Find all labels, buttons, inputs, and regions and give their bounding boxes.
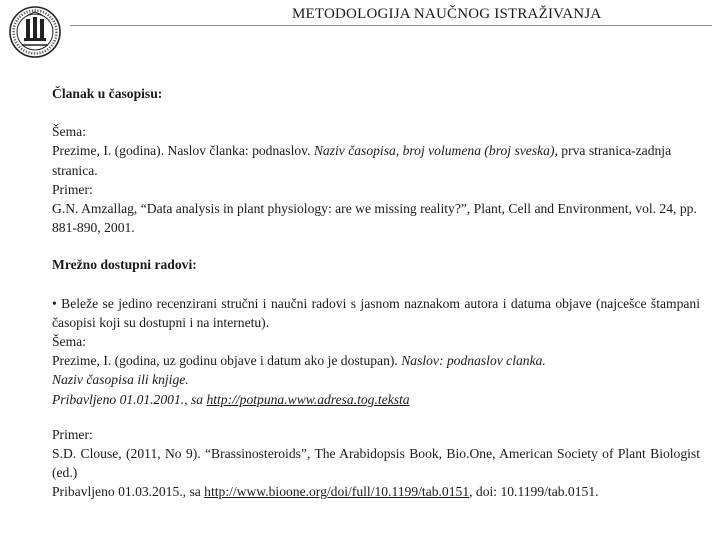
university-seal-icon bbox=[6, 5, 64, 59]
online-example-retrieved bbox=[52, 482, 700, 501]
header-divider bbox=[70, 25, 712, 26]
journal-example-label: Primer: bbox=[52, 181, 93, 197]
journal-heading: Članak u časopisu: bbox=[52, 86, 163, 101]
slide-body bbox=[52, 84, 700, 502]
online-heading: Mrežno dostupni radovi: bbox=[52, 257, 197, 273]
journal-example-text: G.N. Amzallag, “Data analysis in plant physiology: are we missing reality?”, Plant, Cell and Environment, vol. 24, pp. 881-890, 2001. bbox=[52, 201, 697, 236]
online-schema-line2 bbox=[52, 370, 700, 389]
online-schema-italic1: Naslov: podnaslov clanka. bbox=[401, 353, 546, 369]
journal-schema-label: Šema: bbox=[52, 124, 86, 140]
online-example-label: Primer: bbox=[52, 426, 93, 442]
journal-schema bbox=[52, 141, 700, 179]
schema-link[interactable]: http://potpuna.www.adresa.tog.teksta bbox=[206, 391, 410, 407]
journal-schema-plain: Prezime, I. (godina). Naslov članka: podnaslov. bbox=[52, 143, 314, 159]
online-schema-italic3-prefix: Pribavljeno 01.01.2001., sa bbox=[52, 391, 207, 407]
online-example-retrieved-prefix: Pribavljeno 01.03.2015., sa bbox=[52, 484, 205, 500]
online-bullet: • Beleže se jedino recenzirani stručni i naučni radovi s jasnom naznakom autora i datuma objave (najcešce štampani časopisi koji su dostupni i na internetu). bbox=[52, 295, 700, 330]
journal-schema-tail: prva stranica-zadnja stranica. bbox=[52, 143, 672, 178]
online-example-doi: , doi: 10.1199/tab.0151. bbox=[469, 484, 599, 500]
online-schema-plain: Prezime, I. (godina, uz godinu objave i datum ako je dostupan). bbox=[52, 353, 402, 369]
online-schema bbox=[52, 351, 700, 370]
online-schema-label: Šema: bbox=[52, 334, 86, 350]
online-schema-line3 bbox=[52, 390, 700, 409]
online-schema-italic2: Naziv časopisa ili knjige. bbox=[52, 372, 189, 388]
page-title: METODOLOGIJA NAUČNOG ISTRAŽIVANJA bbox=[292, 6, 602, 22]
example-link[interactable]: http://www.bioone.org/doi/full/10.1199/tab.0151 bbox=[204, 484, 470, 500]
online-example-text: S.D. Clouse, (2011, No 9). “Brassinosteroids”, The Arabidopsis Book, Bio.One, American Society of Plant Biologist (ed.) bbox=[52, 446, 700, 481]
journal-schema-italic: Naziv časopisa, broj volumena (broj sveska), bbox=[313, 143, 558, 159]
